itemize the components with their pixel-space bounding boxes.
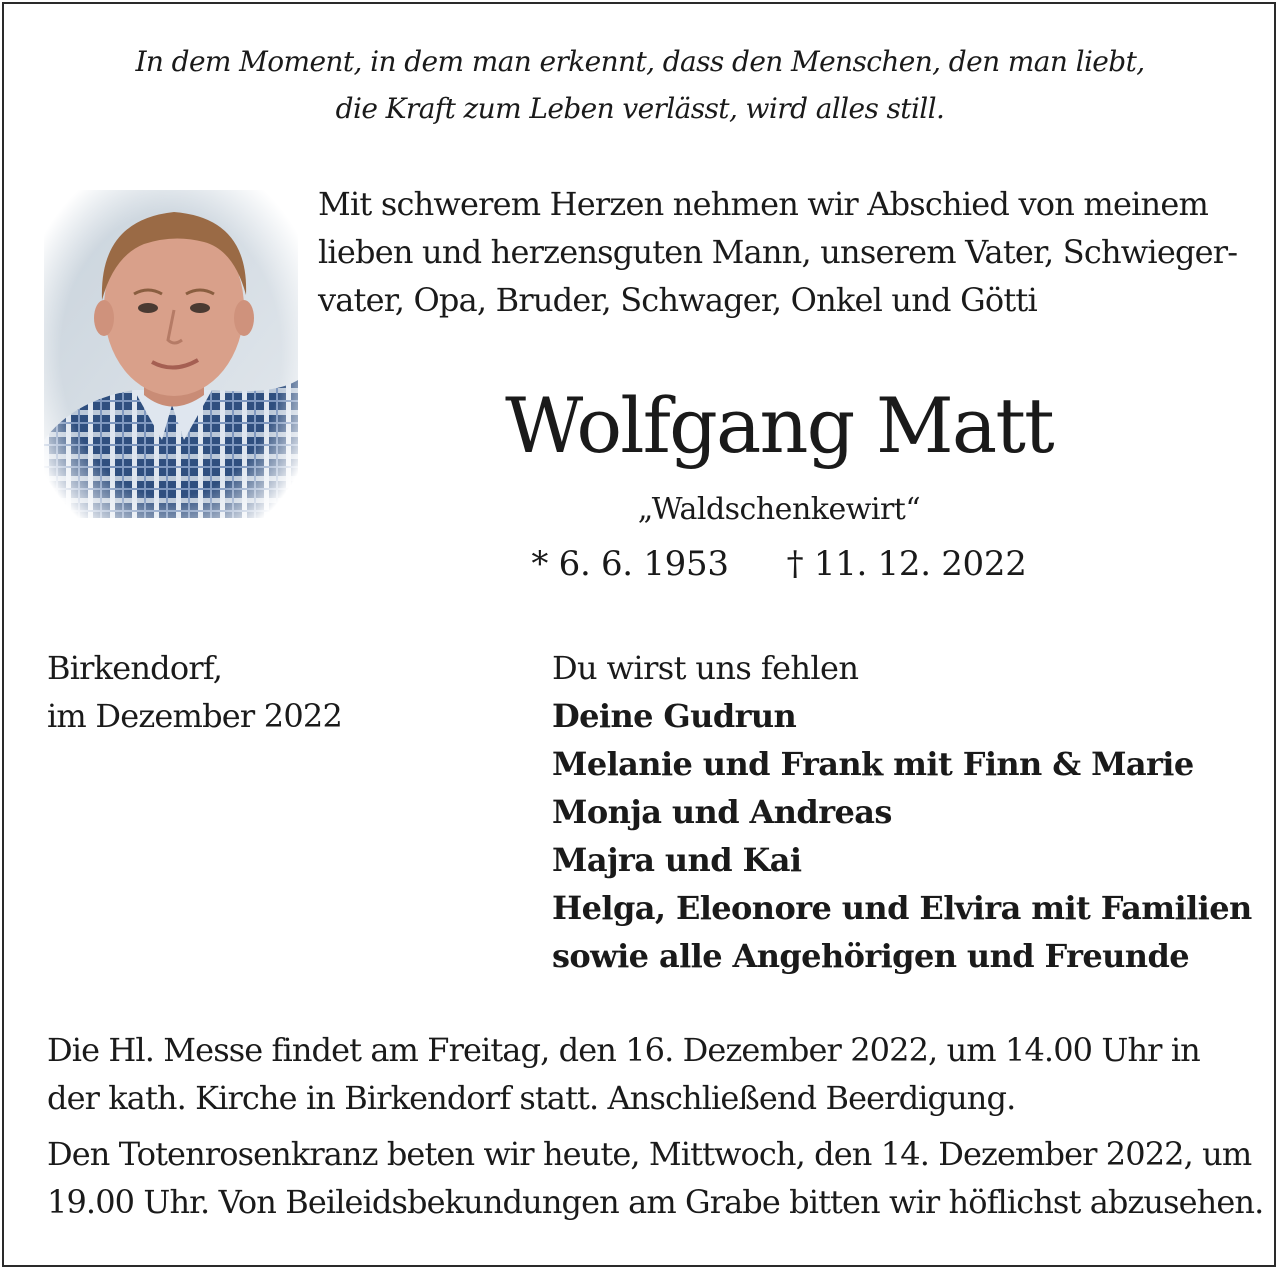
birth-date: * 6. 6. 1953 (531, 544, 729, 584)
intro-line-2: lieben und herzensguten Mann, unserem Vater, Schwieger- (318, 233, 1238, 271)
mourner-entry: sowie alle Angehörigen und Freunde (552, 937, 1189, 975)
rosary-info-line-1: Den Totenrosenkranz beten wir heute, Mittwoch, den 14. Dezember 2022, um (47, 1135, 1252, 1173)
mourner-entry: Melanie und Frank mit Finn & Marie (552, 745, 1194, 783)
portrait-image (44, 190, 298, 518)
mourners-list (552, 644, 1252, 980)
place-line-1: Birkendorf, (47, 649, 223, 687)
mass-info-line-1: Die Hl. Messe findet am Freitag, den 16. Dezember 2022, um 14.00 Uhr in (47, 1031, 1200, 1069)
mourners-intro: Du wirst uns fehlen (552, 649, 859, 687)
intro-text (318, 180, 1248, 324)
place-and-date (47, 644, 342, 740)
mass-info-line-2: der kath. Kirche in Birkendorf statt. Anschließend Beerdigung. (47, 1079, 1016, 1117)
deceased-name: Wolfgang Matt (505, 381, 1053, 470)
place-line-2: im Dezember 2022 (47, 697, 343, 735)
deceased-nickname: „Waldschenkewirt“ (637, 492, 921, 527)
rosary-info-line-2: 19.00 Uhr. Von Beileidsbekundungen am Grabe bitten wir höflichst abzusehen. (47, 1183, 1264, 1221)
mourner-entry: Monja und Andreas (552, 793, 892, 831)
intro-line-3: vater, Opa, Bruder, Schwager, Onkel und Götti (318, 281, 1037, 319)
intro-line-1: Mit schwerem Herzen nehmen wir Abschied von meinem (318, 185, 1209, 223)
portrait-photo (44, 190, 298, 518)
mourner-entry: Deine Gudrun (552, 697, 797, 735)
death-date: † 11. 12. 2022 (786, 544, 1027, 584)
mourner-entry: Helga, Eleonore und Elvira mit Familien (552, 889, 1252, 927)
service-information (47, 1026, 1264, 1226)
motto-line-2: die Kraft zum Leben verlässt, wird alles still. (335, 92, 945, 125)
mourner-entry: Majra und Kai (552, 841, 802, 879)
motto-line-1: In dem Moment, in dem man erkennt, dass den Menschen, den man liebt, (135, 45, 1145, 78)
motto-quote (40, 38, 1240, 132)
life-dates (318, 540, 1240, 588)
